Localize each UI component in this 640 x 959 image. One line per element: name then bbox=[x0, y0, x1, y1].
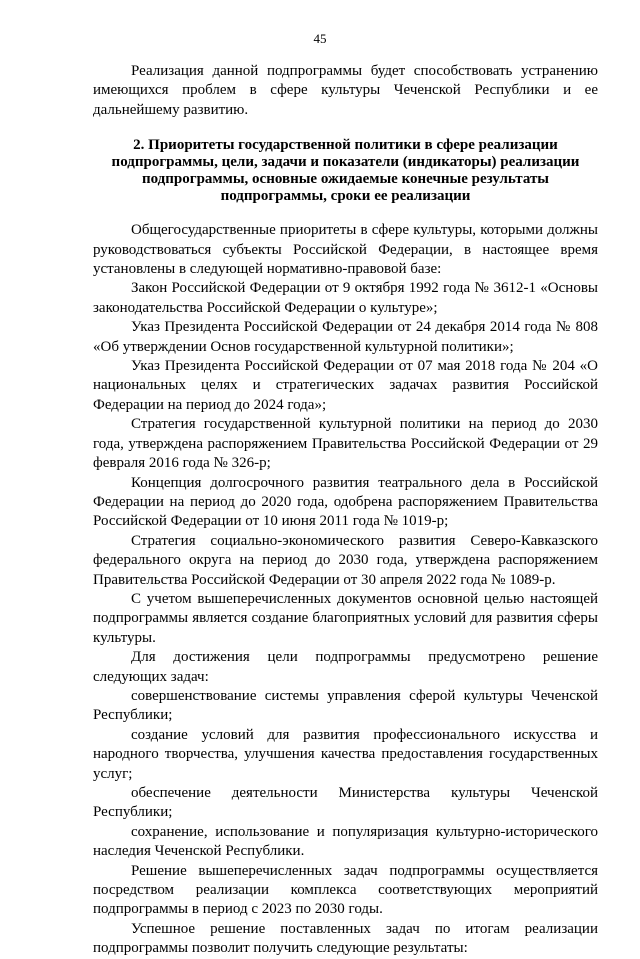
paragraph: обеспечение деятельности Министерства культуры Чеченской Республики; bbox=[93, 785, 598, 821]
page-number: 45 bbox=[313, 31, 327, 46]
paragraph: Решение вышеперечисленных задач подпрограммы осуществляется посредством реализации комплекса соответствующих мероприятий подпрограммы в период с 2023 по 2030 годы. bbox=[93, 862, 598, 918]
section-heading: 2. Приоритеты государственной политики в сфере реализации подпрограммы, цели, задачи и показатели (индикаторы) реализации подпрограммы, основные ожидаемые конечные результаты подпрограммы, сроки ее реализации bbox=[111, 137, 580, 205]
paragraph: сохранение, использование и популяризация культурно-исторического наследия Чеченской Республики. bbox=[93, 823, 598, 860]
paragraph: Успешное решение поставленных задач по итогам реализации подпрограммы позволит получить следующие результаты: bbox=[93, 920, 598, 957]
paragraph: Для достижения цели подпрограммы предусмотрено решение следующих задач: bbox=[93, 649, 598, 685]
paragraph: Общегосударственные приоритеты в сфере культуры, которыми должны руководствоваться субъекты Российской Федерации, в настоящее время установлены в следующей нормативно-правовой базе: bbox=[93, 222, 598, 278]
paragraph: создание условий для развития профессионального искусства и народного творчества, улучшения качества предоставления государственных услуг; bbox=[93, 726, 598, 782]
paragraph: Концепция долгосрочного развития театрального дела в Российской Федерации на период до 2020 года, одобрена распоряжением Правительства Российской Федерации от 10 июня 2011 года № 1019-р; bbox=[93, 474, 598, 530]
paragraph: Указ Президента Российской Федерации от 07 мая 2018 года № 204 «О национальных целях и стратегических задачах развития Российской Федерации на период до 2024 года»; bbox=[93, 358, 598, 413]
page-body bbox=[93, 62, 598, 959]
paragraph: Закон Российской Федерации от 9 октября 1992 года № 3612-1 «Основы законодательства Российской Федерации о культуре»; bbox=[93, 280, 598, 316]
paragraph: Стратегия социально-экономического развития Северо-Кавказского федерального округа на период до 2030 года, утверждена распоряжением Правительства Российской Федерации от 30 апреля 2022 года № 1089-р. bbox=[93, 532, 598, 588]
intro-paragraph: Реализация данной подпрограммы будет способствовать устранению имеющихся проблем в сфере культуры Чеченской Республики и ее дальнейшему развитию. bbox=[93, 63, 598, 118]
paragraph: совершенствование системы управления сферой культуры Чеченской Республики; bbox=[93, 687, 598, 724]
paragraph: С учетом вышеперечисленных документов основной целью настоящей подпрограммы является создание благоприятных условий для развития сферы культуры. bbox=[93, 590, 598, 646]
paragraph: Стратегия государственной культурной политики на период до 2030 года, утверждена распоряжением Правительства Российской Федерации от 29 февраля 2016 года № 326-р; bbox=[93, 416, 598, 472]
paragraph: Указ Президента Российской Федерации от 24 декабря 2014 года № 808 «Об утверждении Основ государственной культурной политики»; bbox=[93, 319, 598, 355]
